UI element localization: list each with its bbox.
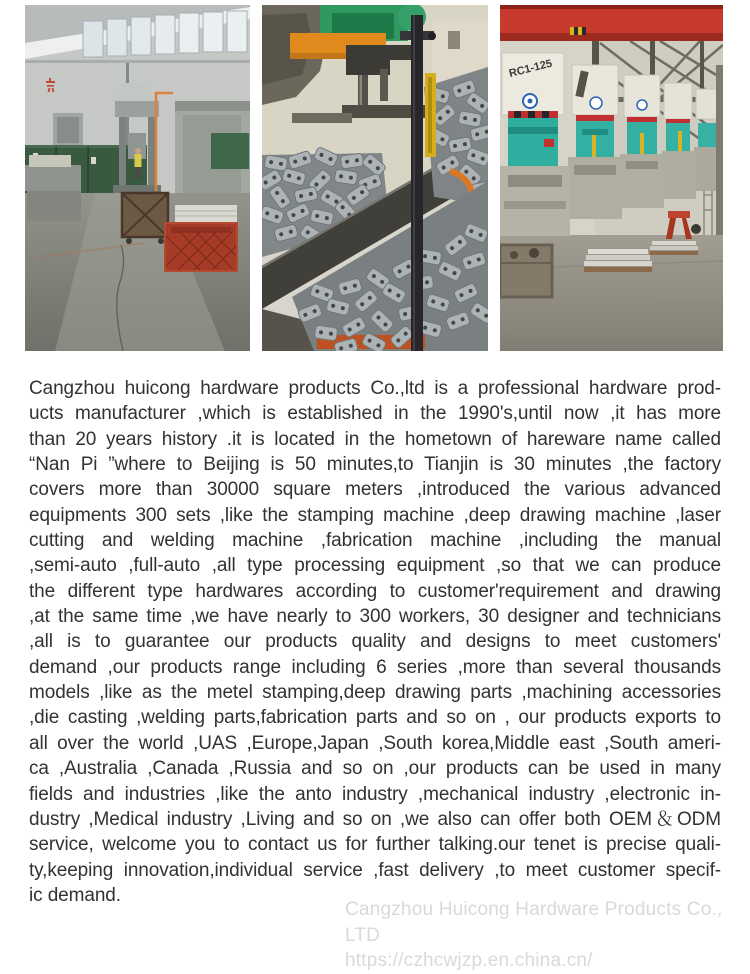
factory-photo-workshop xyxy=(25,5,250,351)
description-line-20: ty,keeping innovation,individual service ,fast delivery ,to meet customer specif- xyxy=(29,859,721,881)
watermark xyxy=(345,897,745,974)
right-press xyxy=(175,101,250,197)
description-line-21: ic demand. xyxy=(29,884,121,906)
press-machine-2 xyxy=(568,65,622,219)
description-line-15: all over the world ,UAS ,Europe,Japan ,South korea,Middle east ,South ameri- xyxy=(29,732,721,754)
description-line-3: than 20 years history .it is located in the hometown of hareware name called xyxy=(29,428,721,450)
factory-photo-press-row xyxy=(500,5,723,351)
parts-stack xyxy=(175,205,237,223)
description-line-7: cutting and welding machine ,fabrication machine ,including the manual xyxy=(29,530,721,552)
description-line-9: the different type hardwares according to customer'requirement and drawing xyxy=(29,580,721,602)
cart xyxy=(122,193,168,244)
description-line-1: Cangzhou huicong hardware products Co.,ltd is a professional hardware prod- xyxy=(29,378,721,399)
description-line-2: ucts manufacturer ,which is established in the 1990's,until now ,it has more xyxy=(29,403,721,425)
description-line-14: ,die casting ,welding parts,fabrication parts and so on , our products exports to xyxy=(29,707,721,729)
machine-label: RC1-125 xyxy=(507,57,554,80)
factory-photo-row xyxy=(25,5,723,351)
description-line-5: covers more than 30000 square meters ,introduced the various advanced xyxy=(29,479,721,501)
floor-object xyxy=(691,224,701,234)
description-line-17: fields and industries ,like the anto industry ,mechanical industry ,electronic in- xyxy=(29,783,721,805)
press-row-illustration xyxy=(500,5,723,351)
stamping-illustration xyxy=(262,5,488,351)
description-line-13: models ,like as the metel stamping,deep drawing parts ,machining accessories xyxy=(29,682,721,704)
description-line-8: ,semi-auto ,full-auto ,all type processing equipment ,so that we can produce xyxy=(29,555,721,577)
description-line-16: ca ,Australia ,Canada ,Russia and so on ,our products can be used in many xyxy=(29,758,721,780)
left-cart xyxy=(500,245,552,297)
watermark-company-name: Cangzhou Huicong Hardware Products Co., LTD xyxy=(345,899,723,946)
description-line-18: dustry ,Medical industry ,Living and so on ,we also can offer both OEM＆ODM xyxy=(29,808,721,830)
watermark-url: https://czhcwjzp.en.china.cn/ xyxy=(345,950,593,971)
factory-photo-stamping-parts xyxy=(262,5,488,351)
description-line-10: ,at the same time ,we have nearly to 300 workers, 30 designer and technicians xyxy=(29,606,721,628)
worker xyxy=(135,148,142,179)
red-crate xyxy=(165,223,237,271)
description-line-4: “Nan Pi ”where to Beijing is 50 minutes,to Tianjin is 30 minutes ,the factory xyxy=(29,454,721,476)
crane-beam xyxy=(500,5,723,41)
light-curtain-sensor xyxy=(425,73,436,157)
description-line-11: ,all is to guarantee our products quality and designs to meet customers' xyxy=(29,631,721,653)
description-line-6: equipments 300 sets ,like the stamping machine ,deep drawing machine ,laser xyxy=(29,504,721,526)
company-description xyxy=(29,376,721,908)
workshop-illustration xyxy=(25,5,250,351)
description-line-19: service, welcome you to contact us for further talking.our tenet is precise quali- xyxy=(29,834,721,856)
description-line-12: demand ,our products range including 6 series ,more than several thousands xyxy=(29,656,721,678)
